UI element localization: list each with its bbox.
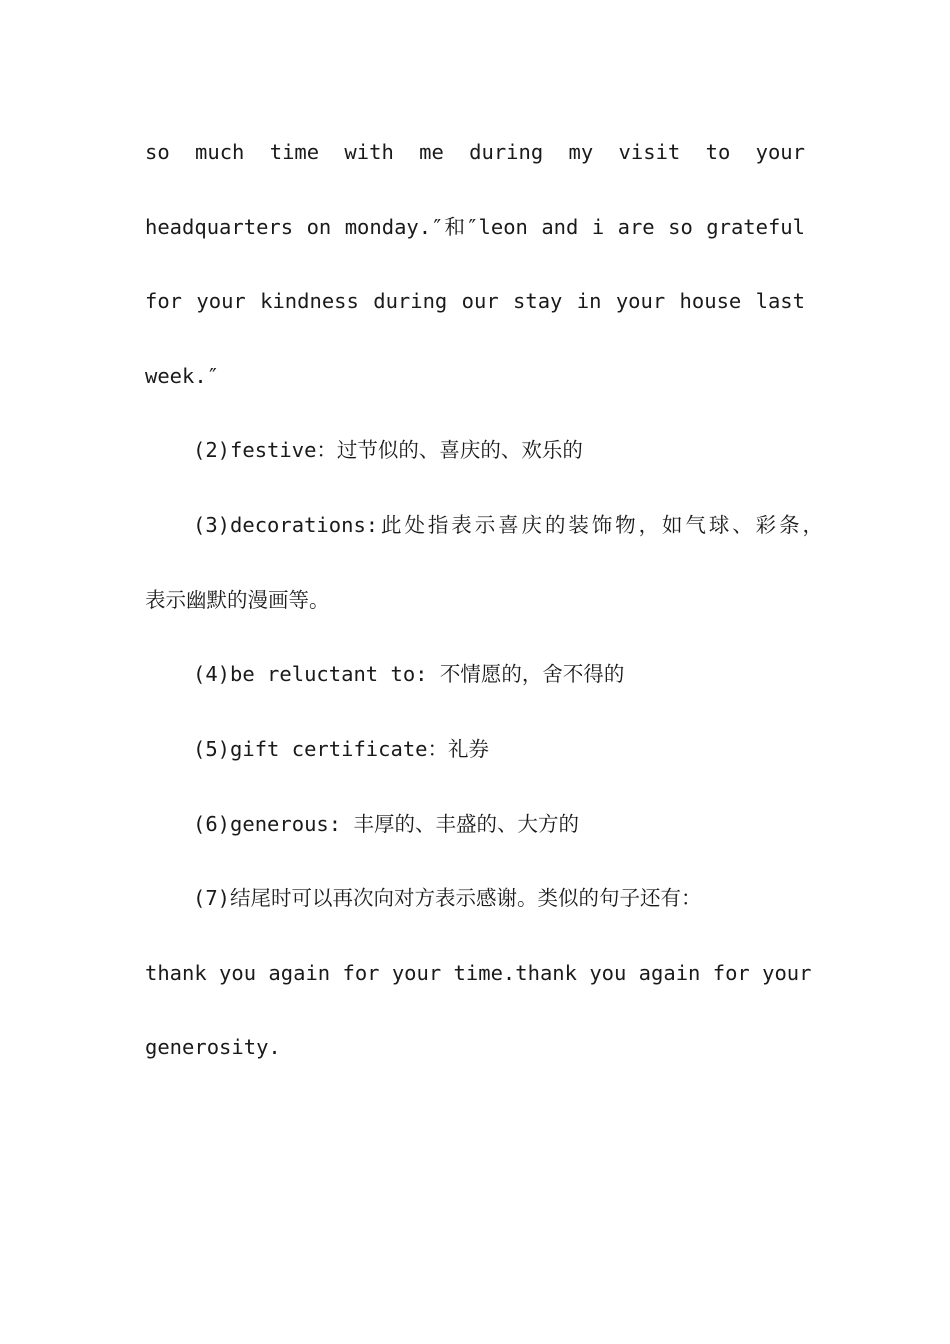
text-line: generosity. (145, 1035, 281, 1059)
text-line: week.″ (145, 364, 220, 388)
list-item: (4)be reluctant to: 不情愿的，舍不得的 (193, 662, 625, 686)
text-line: so much time with me during my visit to your (145, 140, 805, 164)
text-line: thank you again for your time.thank you again for your (145, 961, 812, 985)
list-item: (6)generous: 丰厚的、丰盛的、大方的 (193, 812, 579, 836)
list-item: (5)gift certificate：礼券 (193, 737, 489, 761)
list-item: (7)结尾时可以再次向对方表示感谢。类似的句子还有： (193, 886, 702, 910)
text-line: 表示幽默的漫画等。 (145, 588, 330, 612)
list-item: (3)decorations:此处指表示喜庆的装饰物，如气球、彩条， (193, 513, 823, 537)
list-item: (2)festive：过节似的、喜庆的、欢乐的 (193, 438, 583, 462)
text-line: for your kindness during our stay in your house last (145, 289, 805, 313)
text-line: headquarters on monday.″和″leon and i are so grateful (145, 215, 805, 239)
